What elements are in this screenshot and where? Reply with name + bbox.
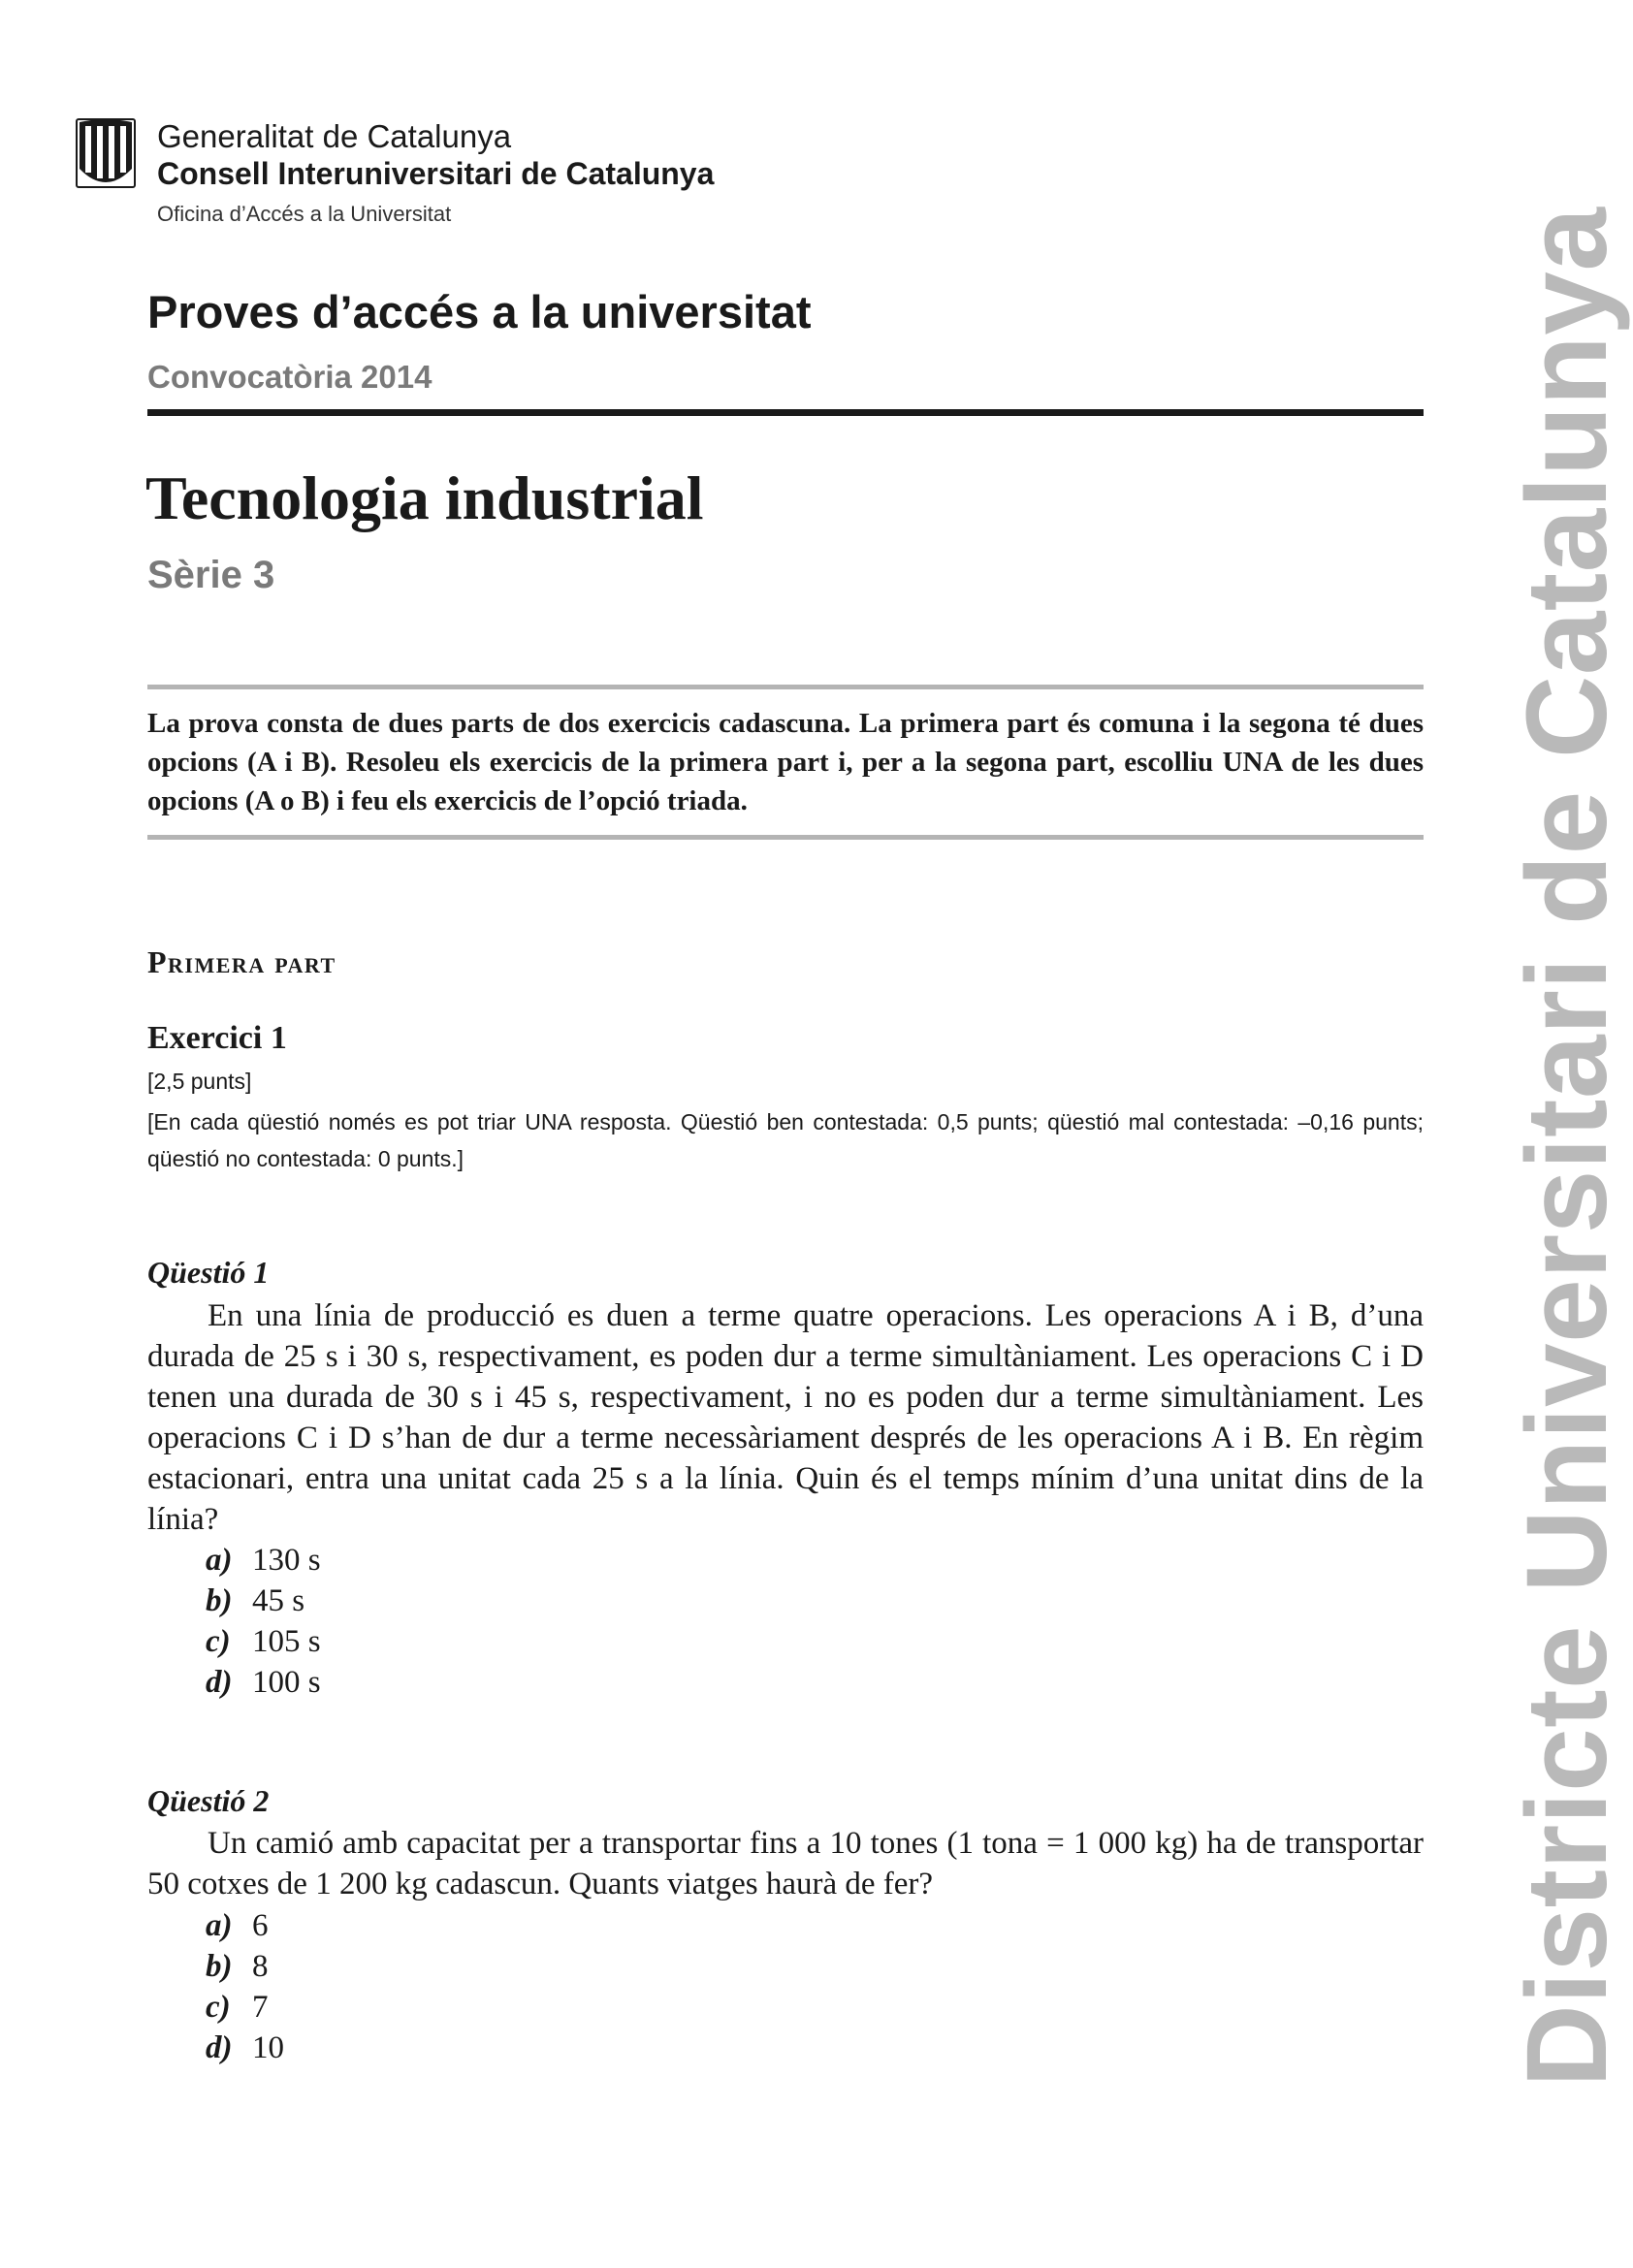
exercise-title: Exercici 1 bbox=[147, 1020, 287, 1056]
option-letter: c) bbox=[206, 1624, 231, 1659]
exercise-note: [En cada qüestió només es pot triar UNA resposta. Qüestió ben contestada: 0,5 punts; qüestió mal contestada: –0,16 punts; qüestió no contestada: 0 punts.] bbox=[147, 1109, 1424, 1171]
exercise-points: [2,5 punts] bbox=[147, 1069, 252, 1094]
option-letter: b) bbox=[206, 1949, 233, 1984]
part-heading: Primera part bbox=[147, 944, 336, 979]
exam-title: Proves d’accés a la universitat bbox=[147, 286, 812, 337]
option-text: 100 s bbox=[252, 1665, 321, 1700]
list-item bbox=[206, 1662, 321, 1703]
list-item bbox=[206, 1987, 284, 2028]
question-2-title: Qüestió 2 bbox=[147, 1783, 270, 1818]
option-letter: a) bbox=[206, 1908, 233, 1943]
question-2-options bbox=[206, 1905, 284, 2068]
option-letter: b) bbox=[206, 1583, 233, 1618]
option-text: 10 bbox=[252, 2030, 284, 2065]
generalitat-logo-icon bbox=[76, 118, 136, 188]
logo-line-oficina: Oficina d’Accés a la Universitat bbox=[157, 202, 452, 226]
option-text: 130 s bbox=[252, 1543, 321, 1578]
subject-title: Tecnologia industrial bbox=[145, 463, 704, 532]
question-2-text: Un camió amb capacitat per a transportar fins a 10 tones (1 tona = 1 000 kg) ha de transportar 50 cotxes de 1 200 kg cadascun. Quants viatges haurà de fer? bbox=[147, 1826, 1424, 1901]
header-logo bbox=[76, 114, 754, 231]
option-text: 45 s bbox=[252, 1583, 305, 1618]
list-item bbox=[206, 1905, 284, 1946]
exam-year: Convocatòria 2014 bbox=[147, 359, 432, 395]
logo-line-consell: Consell Interuniversitari de Catalunya bbox=[157, 156, 715, 191]
option-text: 7 bbox=[252, 1990, 269, 2025]
option-text: 8 bbox=[252, 1949, 269, 1984]
logo-line-generalitat: Generalitat de Catalunya bbox=[157, 118, 512, 154]
option-letter: d) bbox=[206, 1665, 233, 1700]
option-text: 105 s bbox=[252, 1624, 321, 1659]
district-watermark: Districte Universitari de Catalunya bbox=[1503, 207, 1631, 2088]
option-letter: c) bbox=[206, 1990, 231, 2025]
option-letter: d) bbox=[206, 2030, 233, 2065]
instructions-text: La prova consta de dues parts de dos exercicis cadascuna. La primera part és comuna i la segona té dues opcions (A i B). Resoleu els exercicis de la primera part i, per a la segona part, escolliu UNA de les dues opcions (A o B) i feu els exercicis de l’opció triada. bbox=[147, 708, 1424, 816]
series-label: Sèrie 3 bbox=[147, 554, 275, 596]
question-1-title: Qüestió 1 bbox=[147, 1255, 270, 1290]
question-1-text: En una línia de producció es duen a terme quatre operacions. Les operacions A i B, d’una durada de 25 s i 30 s, respectivament, es poden dur a terme simultàniament. Les operacions C i D tenen una durada de 30 s i 45 s, respectivament, i no es poden dur a terme simultàniament. Les operacions C i D s’han de dur a terme necessàriament després de les operacions A i B. En règim estacionari, entra una unitat cada 25 s a la línia. Quin és el temps mínim d’una unitat dins de la línia? bbox=[147, 1298, 1424, 1537]
list-item bbox=[206, 1946, 284, 1987]
instructions-bottom-divider bbox=[147, 835, 1424, 840]
question-1-options bbox=[206, 1540, 321, 1703]
list-item bbox=[206, 1540, 321, 1581]
option-text: 6 bbox=[252, 1908, 269, 1943]
header-divider bbox=[147, 409, 1424, 416]
list-item bbox=[206, 2028, 284, 2068]
option-letter: a) bbox=[206, 1543, 233, 1578]
list-item bbox=[206, 1581, 321, 1621]
list-item bbox=[206, 1621, 321, 1662]
instructions-top-divider bbox=[147, 685, 1424, 689]
